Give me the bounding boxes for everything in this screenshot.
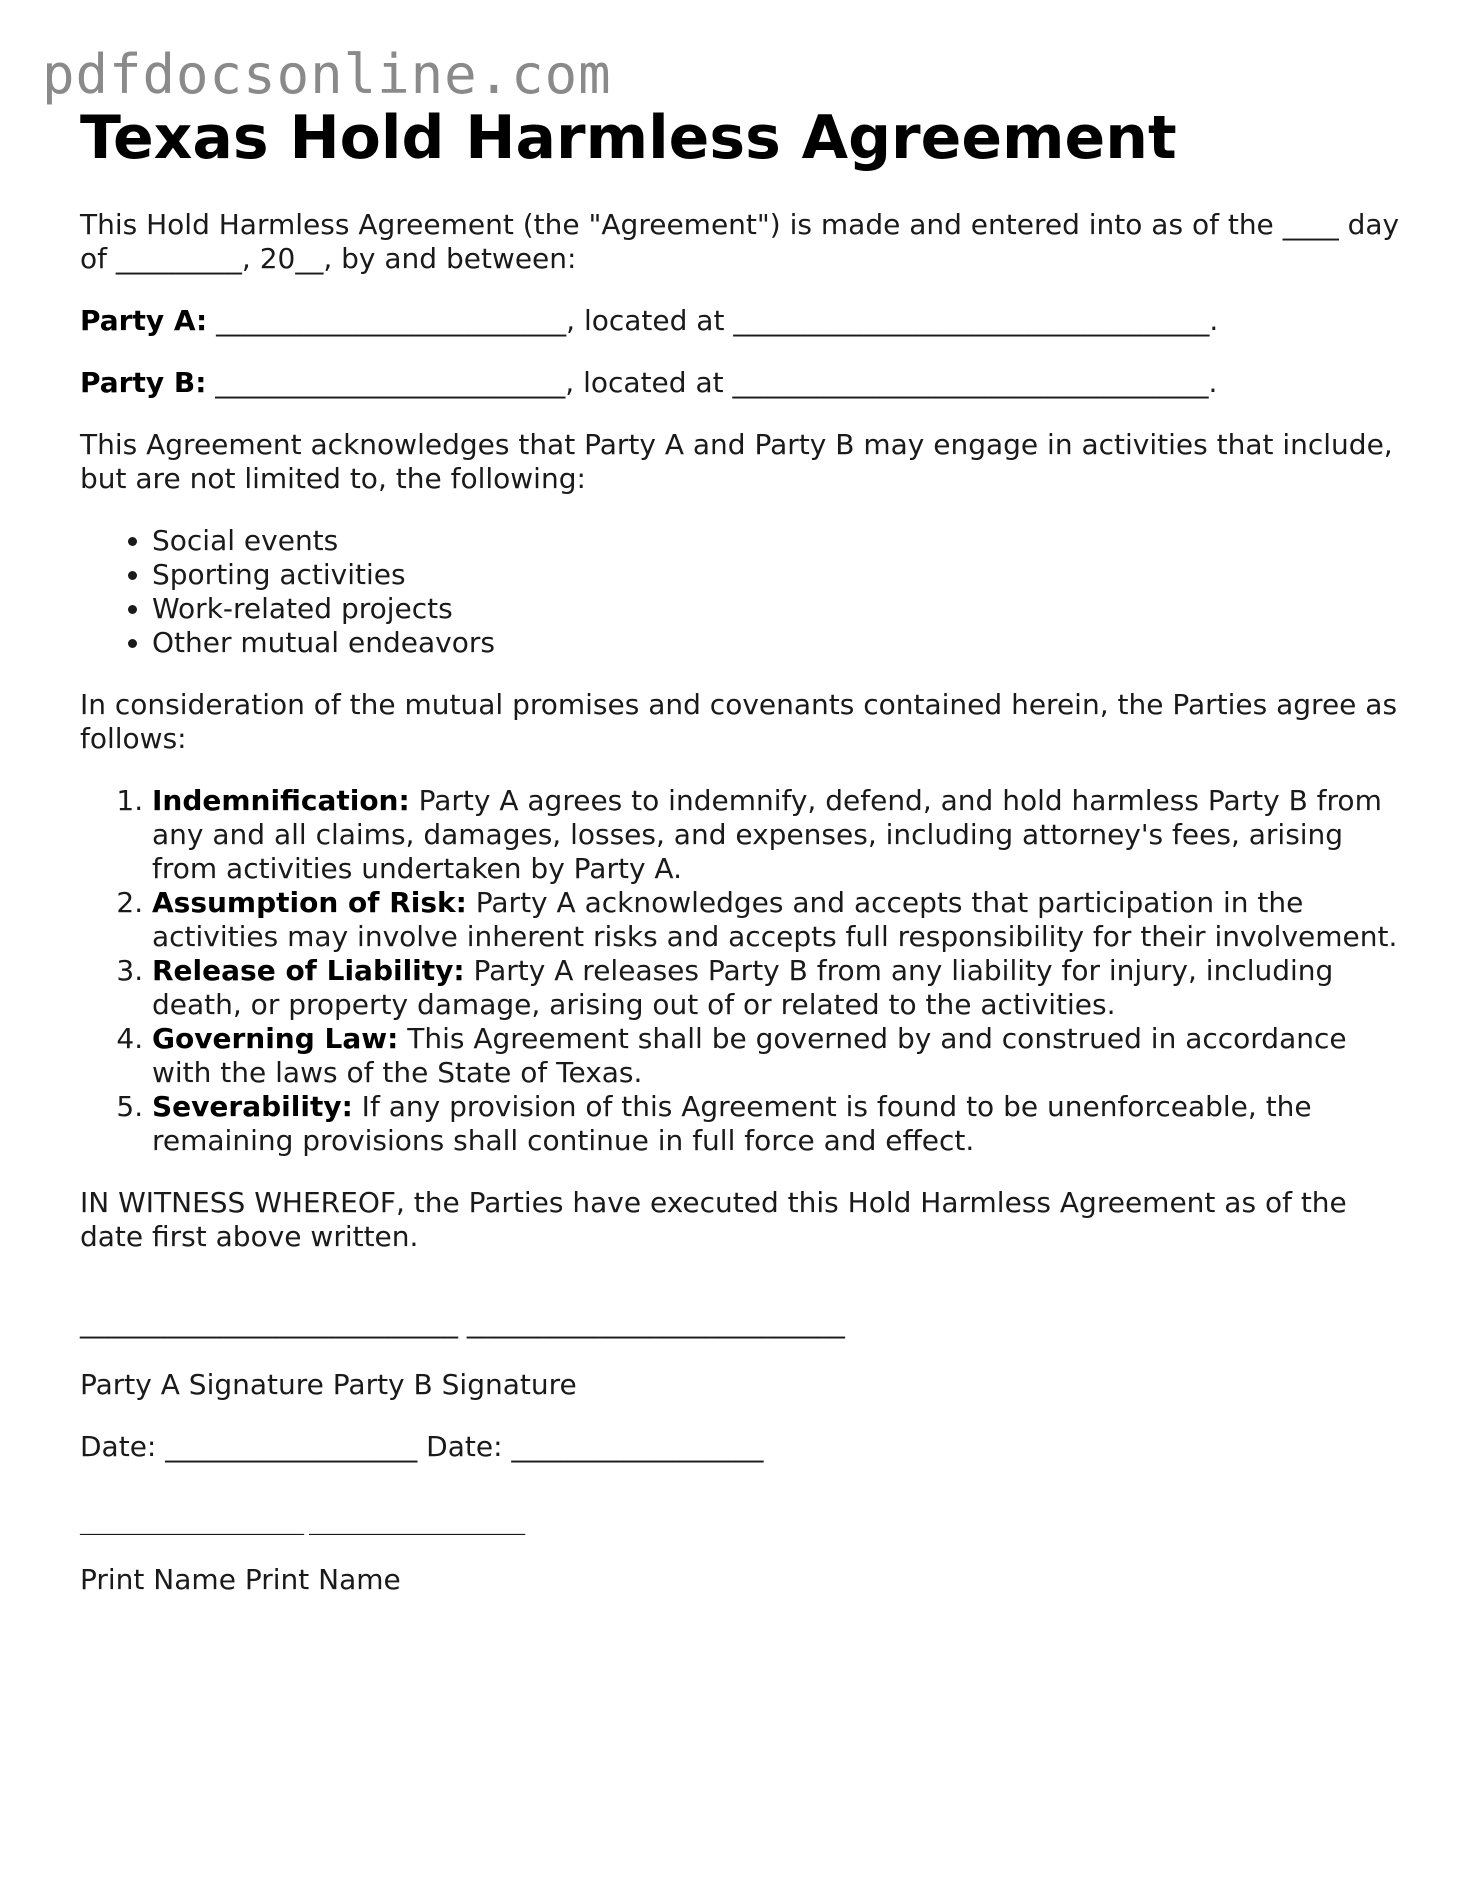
acknowledgment-paragraph: This Agreement acknowledges that Party A and Party B may engage in activities that include, but are not limited to, the following:: [80, 428, 1393, 495]
clause-release-of-liability: [152, 954, 1400, 1022]
print-name-lines: ____________________________ ___________________________: [80, 1516, 526, 1535]
intro-paragraph: This Hold Harmless Agreement (the "Agreement") is made and entered into as of the ____ day of _________, 20__, by and between:: [80, 208, 1400, 275]
list-item: • Social events: [152, 524, 1400, 558]
party-b-label: Party B:: [80, 366, 207, 399]
clause-text: This Agreement shall be governed by and construed in accordance with the laws of the State of Texas.: [152, 1022, 1347, 1089]
clause-title: Governing Law:: [152, 1022, 399, 1055]
consideration-paragraph: In consideration of the mutual promises and covenants contained herein, the Parties agree as follows:: [80, 688, 1398, 755]
party-b-line: [80, 366, 1400, 400]
date-lines: Date: __________________ Date: __________________: [80, 1430, 764, 1463]
clause-title: Assumption of Risk:: [152, 886, 467, 919]
clause-text: Party A acknowledges and accepts that participation in the activities may involve inherent risks and accepts full responsibility for their involvement.: [152, 886, 1398, 953]
witness-paragraph: IN WITNESS WHEREOF, the Parties have executed this Hold Harmless Agreement as of the date first above written.: [80, 1186, 1347, 1253]
watermark: pdfdocsonline.com: [42, 43, 612, 106]
clause-severability: [152, 1090, 1400, 1158]
clause-governing-law: [152, 1022, 1400, 1090]
clause-assumption-of-risk: [152, 886, 1400, 954]
clauses-list: [80, 784, 1400, 1158]
list-item: • Work-related projects: [152, 592, 1400, 626]
party-a-fields: _________________________, located at __________________________________.: [207, 304, 1219, 337]
print-name-labels: Print Name Print Name: [80, 1563, 401, 1596]
signature-lines: ___________________________ ___________________________: [80, 1306, 845, 1339]
party-a-line: [80, 304, 1400, 338]
document-title: Texas Hold Harmless Agreement: [80, 103, 1177, 173]
clause-text: Party A agrees to indemnify, defend, and hold harmless Party B from any and all claims, damages, losses, and expenses, including attorney's fees, arising from activities undertaken by Party A.: [152, 784, 1382, 885]
list-item: • Sporting activities: [152, 558, 1400, 592]
clause-text: If any provision of this Agreement is found to be unenforceable, the remaining provisions shall continue in full force and effect.: [152, 1090, 1312, 1157]
clause-title: Severability:: [152, 1090, 353, 1123]
clause-text: Party A releases Party B from any liability for injury, including death, or property damage, arising out of or related to the activities.: [152, 954, 1334, 1021]
activities-list: [80, 524, 1400, 660]
party-b-fields: _________________________, located at __________________________________.: [206, 366, 1218, 399]
party-a-label: Party A:: [80, 304, 208, 337]
clause-title: Indemnification:: [152, 784, 410, 817]
clause-indemnification: [152, 784, 1400, 886]
document-page: [80, 100, 1400, 1597]
list-item: • Other mutual endeavors: [152, 626, 1400, 660]
signature-labels: Party A Signature Party B Signature: [80, 1368, 577, 1401]
clause-title: Release of Liability:: [152, 954, 465, 987]
